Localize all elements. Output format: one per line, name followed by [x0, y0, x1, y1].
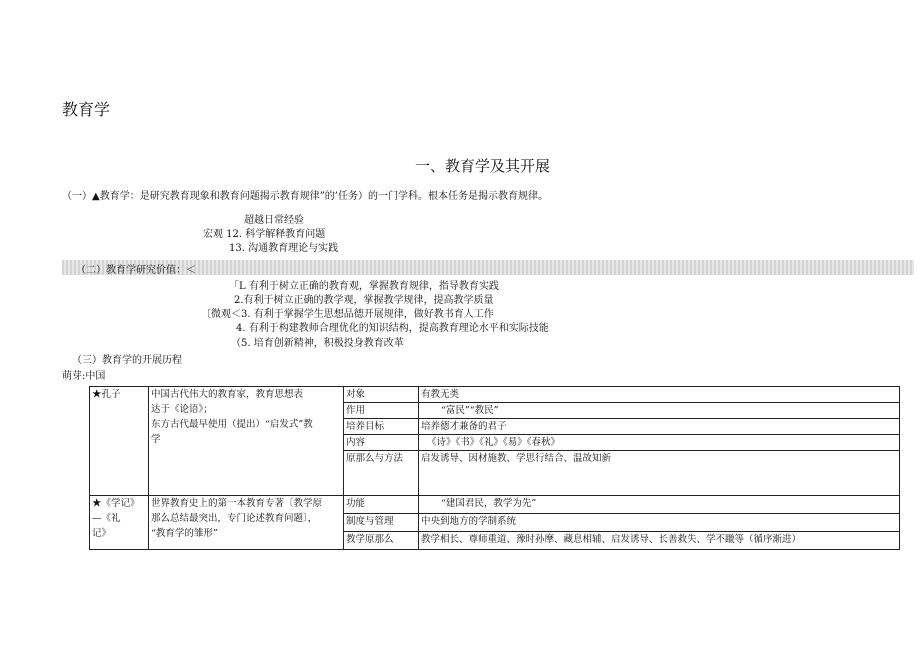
attribute-key: 原那么与方法 [344, 451, 419, 496]
table-row [90, 496, 900, 514]
attribute-value: 《诗》《书》《礼》《易》《春秋》 [419, 435, 900, 451]
attribute-value: “建国君民，教学为先” [419, 496, 900, 514]
attribute-key: 内容 [344, 435, 419, 451]
attribute-value: 培养德才兼备的君子 [419, 419, 900, 435]
micro-item-1: 「L 有利于树立正确的教育观，掌握教育规律，指导教育实践 [229, 281, 499, 292]
xueji-description: 世界教育史上的第一本教育专著〔教学原 那么总结最突出，专门论述教育问题〕， “教育学的雏形” [149, 496, 344, 550]
micro-item-2: 2.有利于树立正确的教学观，掌握教学规律，提高教学质量 [234, 295, 494, 306]
attribute-value: 教学相长、尊师重道、豫时孙摩、藏息相辅、启发诱导、长善救失、学不躐等（循序渐进） [419, 532, 900, 550]
attribute-key: 功能 [344, 496, 419, 514]
micro-item-5: （5. 培育创新精神，积极投身教育改革 [231, 338, 404, 349]
history-table [89, 386, 900, 550]
micro-item-3: 〔微观＜3. 有利于掌握学生思想品德开展规律，做好教书育人工作 [201, 309, 494, 320]
confucius-description: 中国古代伟大的教育家，教育思想表 达于《论语》； 东方古代最早使用（提出）“启发式”教 学 [149, 387, 344, 496]
table-row [90, 387, 900, 403]
attribute-key: 培养目标 [344, 419, 419, 435]
attribute-value: 启发诱导、因材施教、学思行结合、温故知新 [419, 451, 900, 496]
attribute-value: 中央到地方的学制系统 [419, 514, 900, 532]
macro-line-1: 超越日常经验 [244, 215, 304, 226]
attribute-value: 有教无类 [419, 387, 900, 403]
person-xueji: ★《学记》 —《礼 记》 [90, 496, 149, 550]
definition-paragraph: （一）▲教育学：是研究教育现象和教育问题揭示教育规律”的’任务）的一门学科。根本任务是揭示教育规律。 [62, 191, 548, 202]
attribute-key: 教学原那么 [344, 532, 419, 550]
sprout-label: 萌芽:中国 [62, 371, 106, 382]
micro-item-4: 4. 有利于构建教师合理优化的知识结构，提高教育理论水平和实际技能 [236, 323, 549, 334]
macro-line-2: 宏观 12. 科学解释教育问题 [203, 229, 326, 240]
person-confucius: ★孔子 [90, 387, 149, 496]
attribute-key: 对象 [344, 387, 419, 403]
value-heading-bar [62, 260, 914, 275]
value-heading: （二）教育学研究价值：＜ [76, 265, 196, 276]
attribute-key: 制度与管理 [344, 514, 419, 532]
history-heading: （三）教育学的开展历程 [72, 355, 182, 366]
attribute-value: “富民”“教民” [419, 403, 900, 419]
document-title: 教育学 [62, 100, 111, 119]
attribute-key: 作用 [344, 403, 419, 419]
section-title: 一、教育学及其开展 [415, 157, 551, 175]
macro-line-3: 13. 沟通教育理论与实践 [229, 243, 339, 254]
